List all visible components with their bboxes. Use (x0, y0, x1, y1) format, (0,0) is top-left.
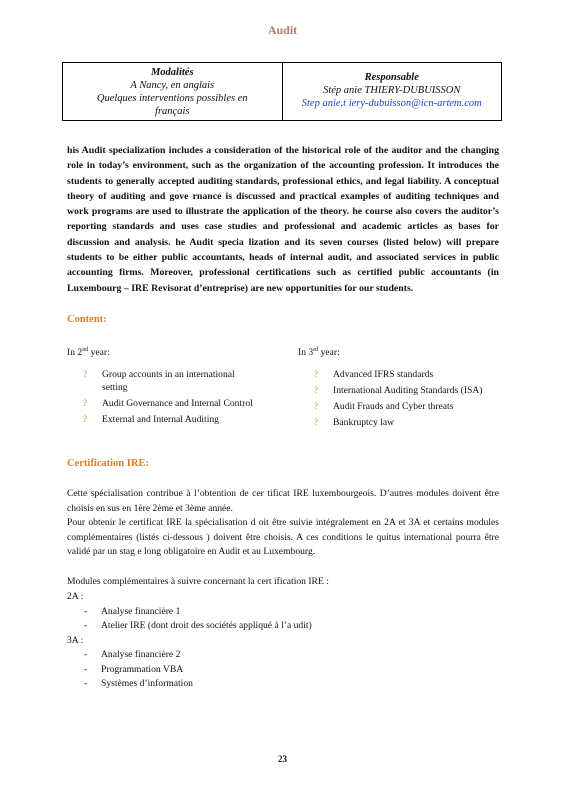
modalites-heading: Modalités (150, 67, 194, 78)
bullet-icon: ? (314, 369, 318, 379)
year2-course-item-label: Audit Governance and Internal Control (102, 398, 253, 409)
responsable-heading: Responsable (364, 72, 419, 83)
bullet-icon: ? (314, 385, 318, 395)
module-item-label: Analyse financière 2 (101, 649, 181, 660)
info-box (62, 62, 502, 121)
modules-intro: Modules complémentaires à suivre concernant la cert ification IRE : (67, 576, 329, 587)
module-group-list (67, 605, 499, 634)
year3-course-item (298, 416, 498, 429)
dash-icon: - (84, 605, 88, 617)
modalites-line-1: A Nancy, en anglais (130, 80, 215, 91)
year2-course-item (67, 413, 259, 426)
module-item (67, 605, 499, 620)
module-item (67, 677, 499, 692)
year2-course-item (67, 368, 259, 394)
module-item-label: Atelier IRE (dont droit des sociétés appliqué à l’a udit) (101, 620, 312, 631)
year2-label: In 2nd year: (67, 347, 110, 359)
responsable-cell (283, 63, 502, 120)
year2-course-item-label: Group accounts in an international setting (102, 369, 235, 393)
dash-icon: - (84, 678, 88, 689)
year3-course-item (298, 384, 498, 397)
year3-course-item-label: Advanced IFRS standards (333, 369, 434, 380)
module-group-label: 2A : (67, 591, 84, 602)
year3-course-item (298, 400, 498, 413)
bullet-icon: ? (314, 417, 318, 427)
year3-course-item-label: Bankruptcy law (333, 417, 395, 428)
bullet-icon: ? (83, 414, 87, 424)
content-heading: Content: (67, 314, 107, 325)
year3-course-item (298, 368, 498, 381)
module-group-label: 3A : (67, 634, 84, 646)
module-item-label: Programmation VBA (101, 663, 184, 675)
modules-list (67, 590, 499, 692)
module-item-label: Analyse financière 1 (101, 605, 181, 617)
year2-course-item (67, 397, 259, 410)
module-group-list (67, 648, 499, 692)
year3-label: In 3rd year: (298, 347, 340, 359)
dash-icon: - (84, 663, 88, 675)
page-number: 23 (278, 754, 287, 764)
responsable-name: Stép anie THIERY-DUBUISSON (323, 85, 461, 96)
page-title: Audit (267, 23, 298, 37)
year3-course-item-label: International Auditing Standards (ISA) (333, 385, 483, 396)
module-item (67, 619, 499, 634)
dash-icon: - (84, 649, 88, 660)
certification-paragraph-2: Pour obtenir le certificat IRE la spécialisation d oit être suivie intégralement en 2A et 3A et certains modules complémentaires (listés ci-dessous ) doivent être choisis. A ces conditions le quitus international pourra être validé par un stag e long obligatoire en Audit et au Luxembourg. (67, 517, 499, 557)
certification-heading: Certification IRE: (67, 458, 149, 469)
module-item (67, 648, 499, 663)
year3-list (298, 368, 498, 432)
modalites-line-2: Quelques interventions possibles en (96, 93, 248, 104)
module-item-label: Systèmes d’information (101, 678, 193, 689)
bullet-icon: ? (83, 398, 87, 408)
bullet-icon: ? (83, 369, 87, 379)
responsable-email-link[interactable]: Step anie.t iery-dubuisson@icn-artem.com (301, 98, 482, 109)
intro-paragraph: his Audit specialization includes a consideration of the historical role of the auditor and the changing role in today’s environment, such as the organization of the accounting profession. It introduces the students to generally accepted auditing standards, professional ethics, and legal liability. A conceptual theory of auditing and gove rnance is discussed and practical examples of auditing techniques and work programs are used to illustrate the application of the theory. he course also covers the auditor’s reporting standards and uses case studies and professional and academic articles as bases for discussion and analysis. he Audit specia lization and its seven courses (listed below) will prepare students to be either public accountants, heads of internal audit, and associated services in public accounting firms. Moreover, professional certifications such as certified public accountants (in Luxembourg – IRE Revisorat d’entreprise) are new opportunities for our students. (67, 145, 499, 294)
year2-course-item-label: External and Internal Auditing (102, 414, 219, 425)
year3-course-item-label: Audit Frauds and Cyber threats (333, 401, 454, 412)
modalites-cell (63, 63, 283, 120)
certification-paragraph-1: Cette spécialisation contribue à l’obtention de cer tificat IRE luxembourgeois. D’autres modules doivent être choisis en sus en 1ère 2ème et 3ème année. (67, 488, 499, 514)
module-item (67, 663, 499, 678)
dash-icon: - (84, 620, 88, 631)
modalites-line-3: français (155, 106, 190, 117)
bullet-icon: ? (314, 401, 318, 411)
year2-list (67, 368, 259, 429)
